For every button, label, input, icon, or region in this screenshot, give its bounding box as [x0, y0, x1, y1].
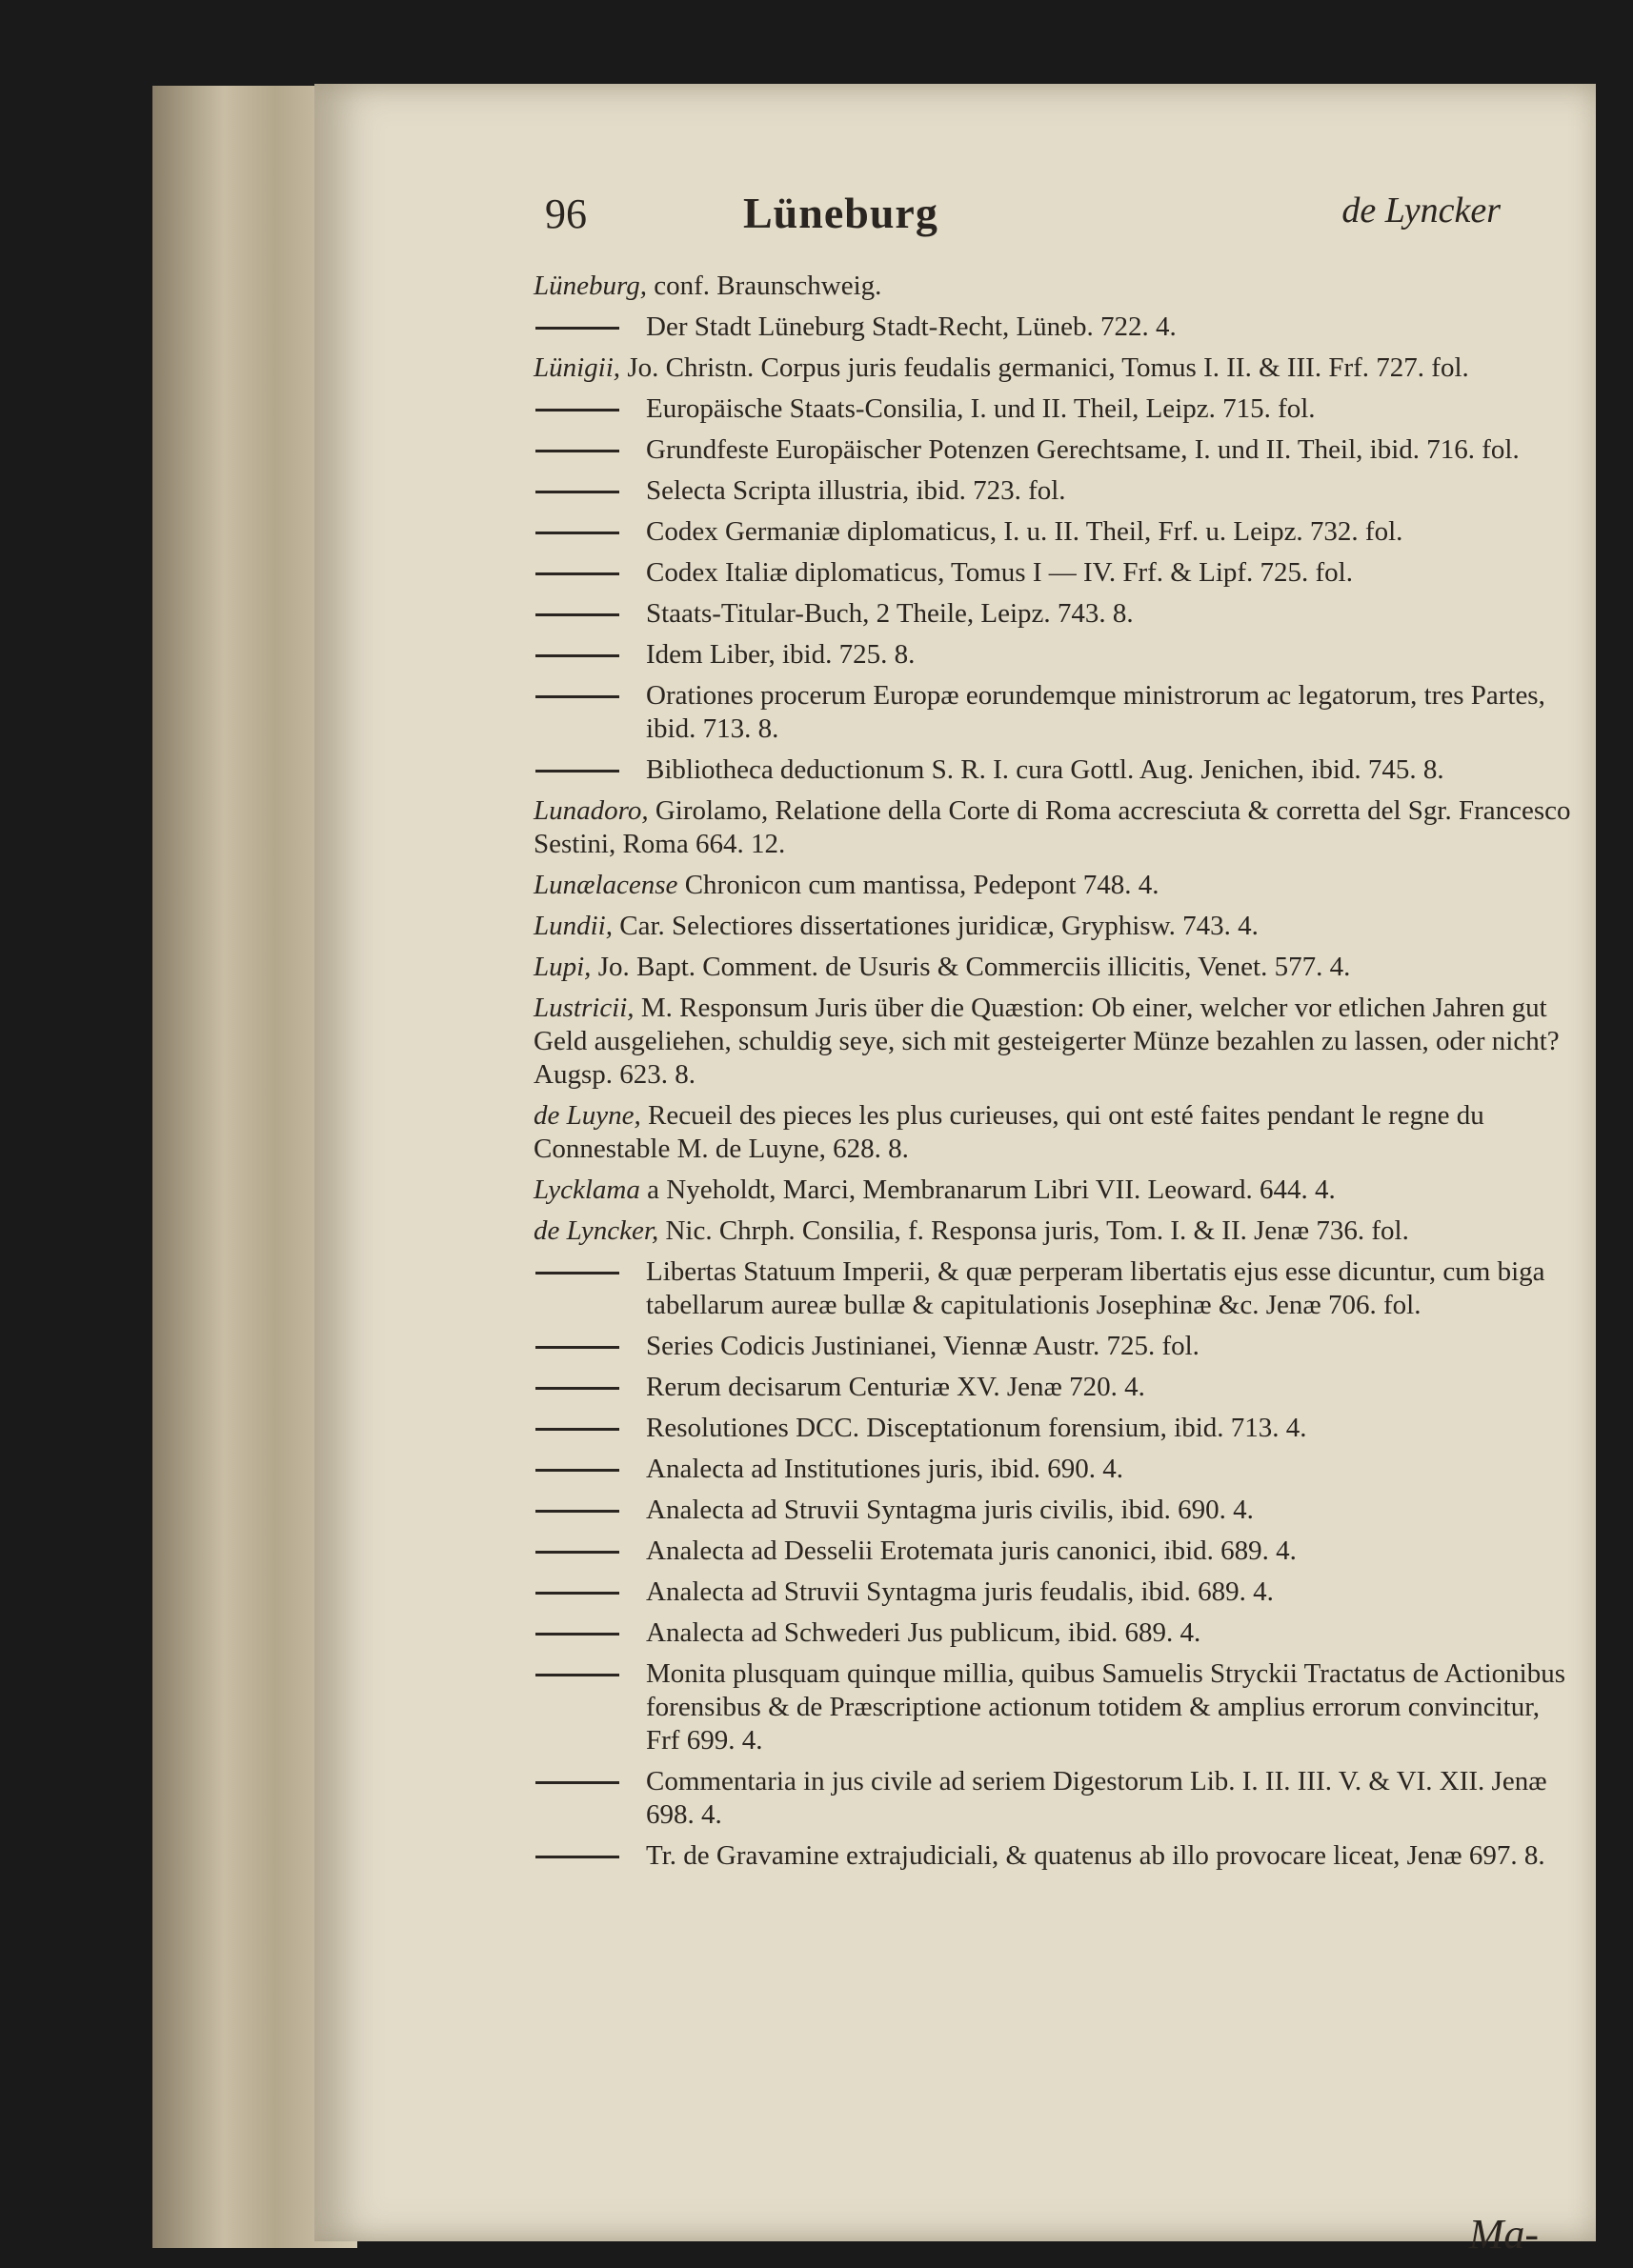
entry-text: Idem Liber, ibid. 725. 8. — [646, 639, 916, 670]
catalog-entry — [534, 1371, 1572, 1404]
ditto-dash — [535, 613, 619, 616]
entry-text: Bibliotheca deductionum S. R. I. cura Gottl. Aug. Jenichen, ibid. 745. 8. — [646, 754, 1444, 785]
page-number: 96 — [545, 191, 587, 237]
entry-headword: de Lyncker, — [534, 1215, 659, 1246]
entry-text: Analecta ad Institutiones juris, ibid. 690. 4. — [646, 1454, 1123, 1484]
right-running-head: de Lyncker — [1341, 191, 1501, 231]
entry-headword: Lunadoro, — [534, 795, 649, 826]
catalog-entry — [534, 433, 1572, 467]
ditto-dash — [535, 770, 619, 773]
entry-text: Series Codicis Justinianei, Viennæ Austr. 725. fol. — [646, 1331, 1200, 1361]
catalog-entry — [534, 1657, 1572, 1757]
catalog-entry — [534, 1330, 1572, 1363]
ditto-dash — [535, 1633, 619, 1636]
page-header — [534, 186, 1572, 252]
catalog-entry — [534, 753, 1572, 787]
ditto-dash — [535, 654, 619, 657]
ditto-dash — [535, 1346, 619, 1349]
entry-text: Commentaria in jus civile ad seriem Digestorum Lib. I. II. III. V. & VI. XII. Jenæ 698. 4. — [646, 1766, 1547, 1830]
entry-headword: Lustricii, — [534, 993, 635, 1023]
ditto-dash — [535, 1781, 619, 1784]
catalog-entry — [534, 679, 1572, 746]
catalog-entry — [534, 1214, 1572, 1248]
catalog-entry — [534, 869, 1572, 902]
catalog-entry — [534, 556, 1572, 590]
entry-text: Analecta ad Struvii Syntagma juris feudalis, ibid. 689. 4. — [646, 1576, 1274, 1607]
ditto-dash — [535, 1469, 619, 1472]
entry-text: Chronicon cum mantissa, Pedepont 748. 4. — [684, 870, 1159, 900]
entry-text: Der Stadt Lüneburg Stadt-Recht, Lüneb. 722. 4. — [646, 311, 1177, 342]
ditto-dash — [535, 491, 619, 493]
entry-text: Monita plusquam quinque millia, quibus Samuelis Stryckii Tractatus de Actionibus forensibus & de Præscriptione actionum totidem & amplius errorum convincitur, Frf 699. 4. — [646, 1658, 1566, 1756]
catalog-entry — [534, 270, 1572, 303]
catalog-entry — [534, 392, 1572, 426]
ditto-dash — [535, 327, 619, 330]
ditto-dash — [535, 1674, 619, 1676]
entry-headword: Lüneburg, — [534, 271, 647, 301]
entry-text: Jo. Christn. Corpus juris feudalis germanici, Tomus I. II. & III. Frf. 727. fol. — [627, 352, 1469, 383]
running-title: Lüneburg — [743, 189, 938, 237]
entry-text: Resolutiones DCC. Disceptationum forensium, ibid. 713. 4. — [646, 1413, 1307, 1443]
entry-headword: Lundii, — [534, 911, 613, 941]
catalog-entry — [534, 1255, 1572, 1322]
catalog-entry — [534, 1412, 1572, 1445]
ditto-dash — [535, 572, 619, 575]
ditto-dash — [535, 450, 619, 452]
entry-text: Analecta ad Desselii Erotemata juris canonici, ibid. 689. 4. — [646, 1535, 1297, 1566]
catalog-entry — [534, 597, 1572, 631]
entry-text: Analecta ad Struvii Syntagma juris civilis, ibid. 690. 4. — [646, 1495, 1254, 1525]
entry-text: conf. Braunschweig. — [654, 271, 882, 301]
catalog-entry — [534, 951, 1572, 984]
entry-text: Car. Selectiores dissertationes juridicæ, Gryphisw. 743. 4. — [619, 911, 1259, 941]
entry-headword: de Luyne, — [534, 1100, 641, 1131]
ditto-dash — [535, 1510, 619, 1513]
catalog-entry — [534, 992, 1572, 1092]
ditto-dash — [535, 1592, 619, 1595]
entry-headword: Lunælacense — [534, 870, 678, 900]
entry-text: a Nyeholdt, Marci, Membranarum Libri VII. Leoward. 644. 4. — [647, 1174, 1336, 1205]
catalog-entry — [534, 1099, 1572, 1166]
entry-text: Rerum decisarum Centuriæ XV. Jenæ 720. 4. — [646, 1372, 1145, 1402]
catalog-entry — [534, 638, 1572, 672]
entry-text: Orationes procerum Europæ eorundemque ministrorum ac legatorum, tres Partes, ibid. 713. 8. — [646, 680, 1545, 744]
ditto-dash — [535, 1387, 619, 1390]
catalog-entry — [534, 1174, 1572, 1207]
entry-text: Grundfeste Europäischer Potenzen Gerechtsame, I. und II. Theil, ibid. 716. fol. — [646, 434, 1520, 465]
entry-text: M. Responsum Juris über die Quæstion: Ob einer, welcher vor etlichen Jahren gut Geld ausgeliehen, schuldig seye, sich mit gesteigerter Münze bezahlen zu lassen, oder nicht? Augsp. 623. 8. — [534, 993, 1560, 1090]
entry-text: Jo. Bapt. Comment. de Usuris & Commerciis illicitis, Venet. 577. 4. — [597, 952, 1351, 982]
entry-text: Analecta ad Schwederi Jus publicum, ibid. 689. 4. — [646, 1617, 1201, 1648]
catalog-entry — [534, 1535, 1572, 1568]
entry-list — [534, 270, 1572, 1880]
catalog-entry — [534, 1576, 1572, 1609]
catalog-entry — [534, 515, 1572, 549]
entry-text: Libertas Statuum Imperii, & quæ perperam libertatis ejus esse dicuntur, cum biga tabellarum aureæ bullæ & capitulationis Josephinæ &c. Jenæ 706. fol. — [646, 1256, 1545, 1320]
catalog-entry — [534, 474, 1572, 508]
entry-text: Codex Germaniæ diplomaticus, I. u. II. Theil, Frf. u. Leipz. 732. fol. — [646, 516, 1403, 547]
ditto-dash — [535, 409, 619, 411]
catalog-entry — [534, 1453, 1572, 1486]
entry-text: Codex Italiæ diplomaticus, Tomus I — IV. Frf. & Lipf. 725. fol. — [646, 557, 1353, 588]
ditto-dash — [535, 1428, 619, 1431]
entry-text: Selecta Scripta illustria, ibid. 723. fol. — [646, 475, 1066, 506]
entry-headword: Lupi, — [534, 952, 592, 982]
catalog-entry — [534, 1839, 1572, 1873]
ditto-dash — [535, 1551, 619, 1554]
ditto-dash — [535, 1856, 619, 1858]
catalog-entry — [534, 1494, 1572, 1527]
entry-text: Tr. de Gravamine extrajudiciali, & quatenus ab illo provocare liceat, Jenæ 697. 8. — [646, 1840, 1545, 1871]
ditto-dash — [535, 532, 619, 534]
catalog-entry — [534, 351, 1572, 385]
ditto-dash — [535, 695, 619, 698]
catalog-entry — [534, 311, 1572, 344]
catalog-entry — [534, 1616, 1572, 1650]
catchword: Ma- — [1468, 2211, 1539, 2258]
entry-headword: Lycklama — [534, 1174, 640, 1205]
entry-text: Staats-Titular-Buch, 2 Theile, Leipz. 743. 8. — [646, 598, 1134, 629]
catalog-entry — [534, 1765, 1572, 1832]
entry-text: Europäische Staats-Consilia, I. und II. Theil, Leipz. 715. fol. — [646, 393, 1316, 424]
ditto-dash — [535, 1272, 619, 1274]
entry-text: Nic. Chrph. Consilia, f. Responsa juris, Tom. I. & II. Jenæ 736. fol. — [665, 1215, 1409, 1246]
entry-text: Girolamo, Relatione della Corte di Roma accresciuta & corretta del Sgr. Francesco Sestini, Roma 664. 12. — [534, 795, 1571, 859]
catalog-entry — [534, 794, 1572, 861]
catalog-entry — [534, 910, 1572, 943]
entry-headword: Lünigii, — [534, 352, 621, 383]
entry-text: Recueil des pieces les plus curieuses, qui ont esté faites pendant le regne du Connestable M. de Luyne, 628. 8. — [534, 1100, 1484, 1164]
